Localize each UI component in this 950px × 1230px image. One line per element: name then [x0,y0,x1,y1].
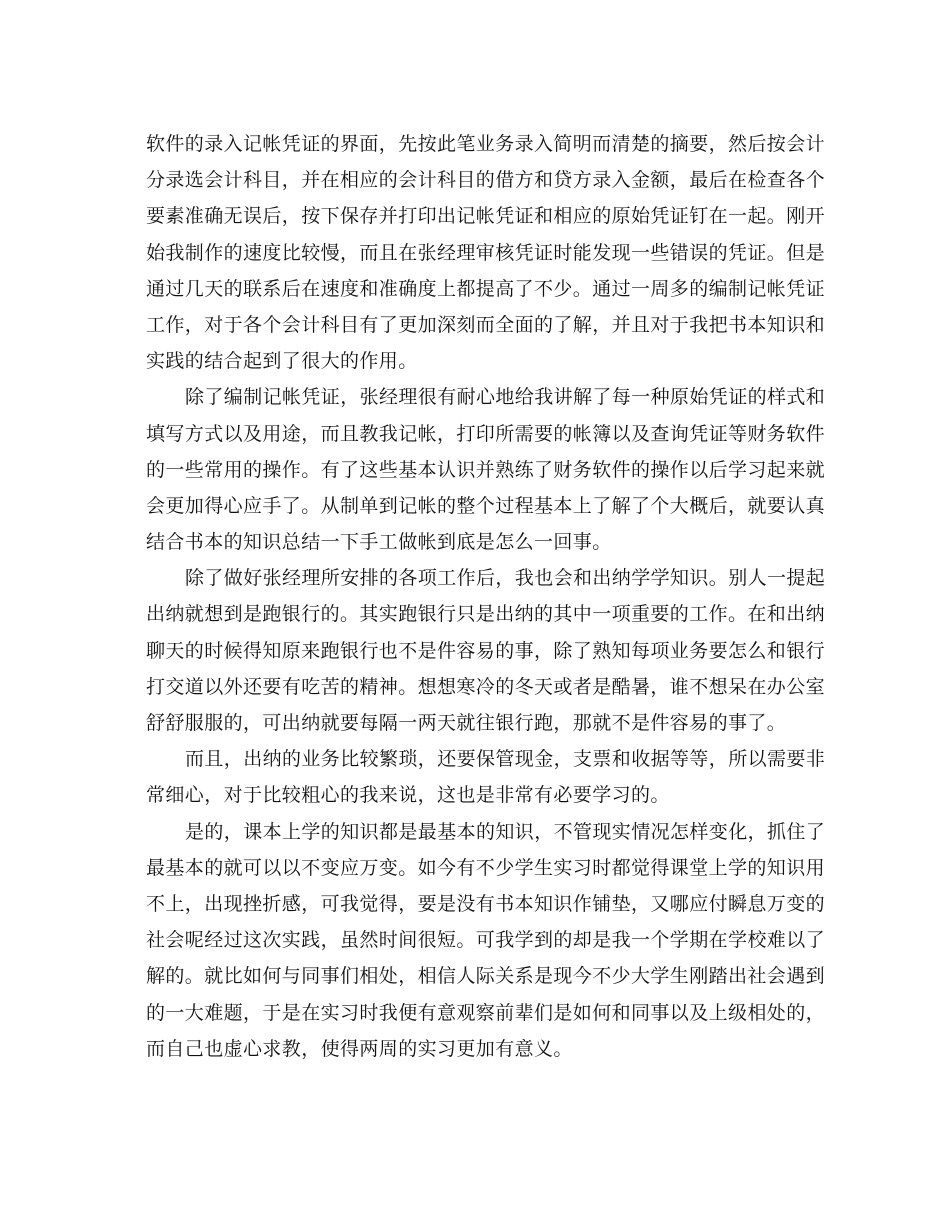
paragraph-3 [146,560,826,741]
text-line-indented: 除了做好张经理所安排的各项工作后，我也会和出纳学学知识。别人一提起 [185,567,826,590]
text-line-indented: 除了编制记帐凭证，张经理很有耐心地给我讲解了每一种原始凭证的样式和 [185,386,826,409]
text-line: 最基本的就可以以不变应万变。如今有不少学生实习时都觉得课堂上学的知识用 [146,856,826,879]
text-line: 解的。就比如何与同事们相处，相信人际关系是现今不少大学生刚踏出社会遇到 [146,965,826,988]
text-line-indented: 而且，出纳的业务比较繁琐，还要保管现金，支票和收据等等，所以需要非 [185,748,826,771]
text-line: 通过几天的联系后在速度和准确度上都提高了不少。通过一周多的编制记帐凭证 [146,277,826,300]
text-line: 的一大难题，于是在实习时我便有意观察前辈们是如何和同事以及上级相处的， [146,1001,826,1024]
text-line: 的一些常用的操作。有了这些基本认识并熟练了财务软件的操作以后学习起来就 [146,458,826,481]
text-line-indented: 是的，课本上学的知识都是最基本的知识，不管现实情况怎样变化，抓住了 [185,820,826,843]
text-line: 工作，对于各个会计科目有了更加深刻而全面的了解，并且对于我把书本知识和 [146,313,826,336]
text-line: 出纳就想到是跑银行的。其实跑银行只是出纳的其中一项重要的工作。在和出纳 [146,603,826,626]
text-line: 常细心，对于比较粗心的我来说，这也是非常有必要学习的。 [146,784,670,807]
text-line: 不上，出现挫折感，可我觉得，要是没有书本知识作铺垫，又哪应付瞬息万变的 [146,892,826,915]
text-line: 分录选会计科目，并在相应的会计科目的借方和贷方录入金额，最后在检查各个 [146,169,826,192]
text-line: 社会呢经过这次实践，虽然时间很短。可我学到的却是我一个学期在学校难以了 [146,929,826,952]
document-body [146,126,826,1067]
text-line: 聊天的时候得知原来跑银行也不是件容易的事，除了熟知每项业务要怎么和银行 [146,639,826,662]
paragraph-5 [146,814,826,1067]
paragraph-2 [146,379,826,560]
text-line: 软件的录入记帐凭证的界面，先按此笔业务录入简明而清楚的摘要，然后按会计 [146,133,826,155]
text-line: 而自己也虚心求教，使得两周的实习更加有意义。 [146,1037,573,1060]
text-line: 实践的结合起到了很大的作用。 [146,350,418,373]
text-line: 结合书本的知识总结一下手工做帐到底是怎么一回事。 [146,531,612,554]
text-line: 始我制作的速度比较慢，而且在张经理审核凭证时能发现一些错误的凭证。但是 [146,241,826,264]
paragraph-1 [146,126,826,379]
text-line: 要素准确无误后，按下保存并打印出记帐凭证和相应的原始凭证钉在一起。刚开 [146,205,826,228]
text-line: 填写方式以及用途，而且教我记帐，打印所需要的帐簿以及查询凭证等财务软件 [146,422,826,445]
paragraph-4 [146,741,826,813]
text-line: 会更加得心应手了。从制单到记帐的整个过程基本上了解了个大概后，就要认真 [146,494,826,517]
text-line: 舒舒服服的，可出纳就要每隔一两天就往银行跑，那就不是件容易的事了。 [146,712,787,734]
text-line: 打交道以外还要有吃苦的精神。想想寒冷的冬天或者是酷暑，谁不想呆在办公室 [146,675,826,698]
